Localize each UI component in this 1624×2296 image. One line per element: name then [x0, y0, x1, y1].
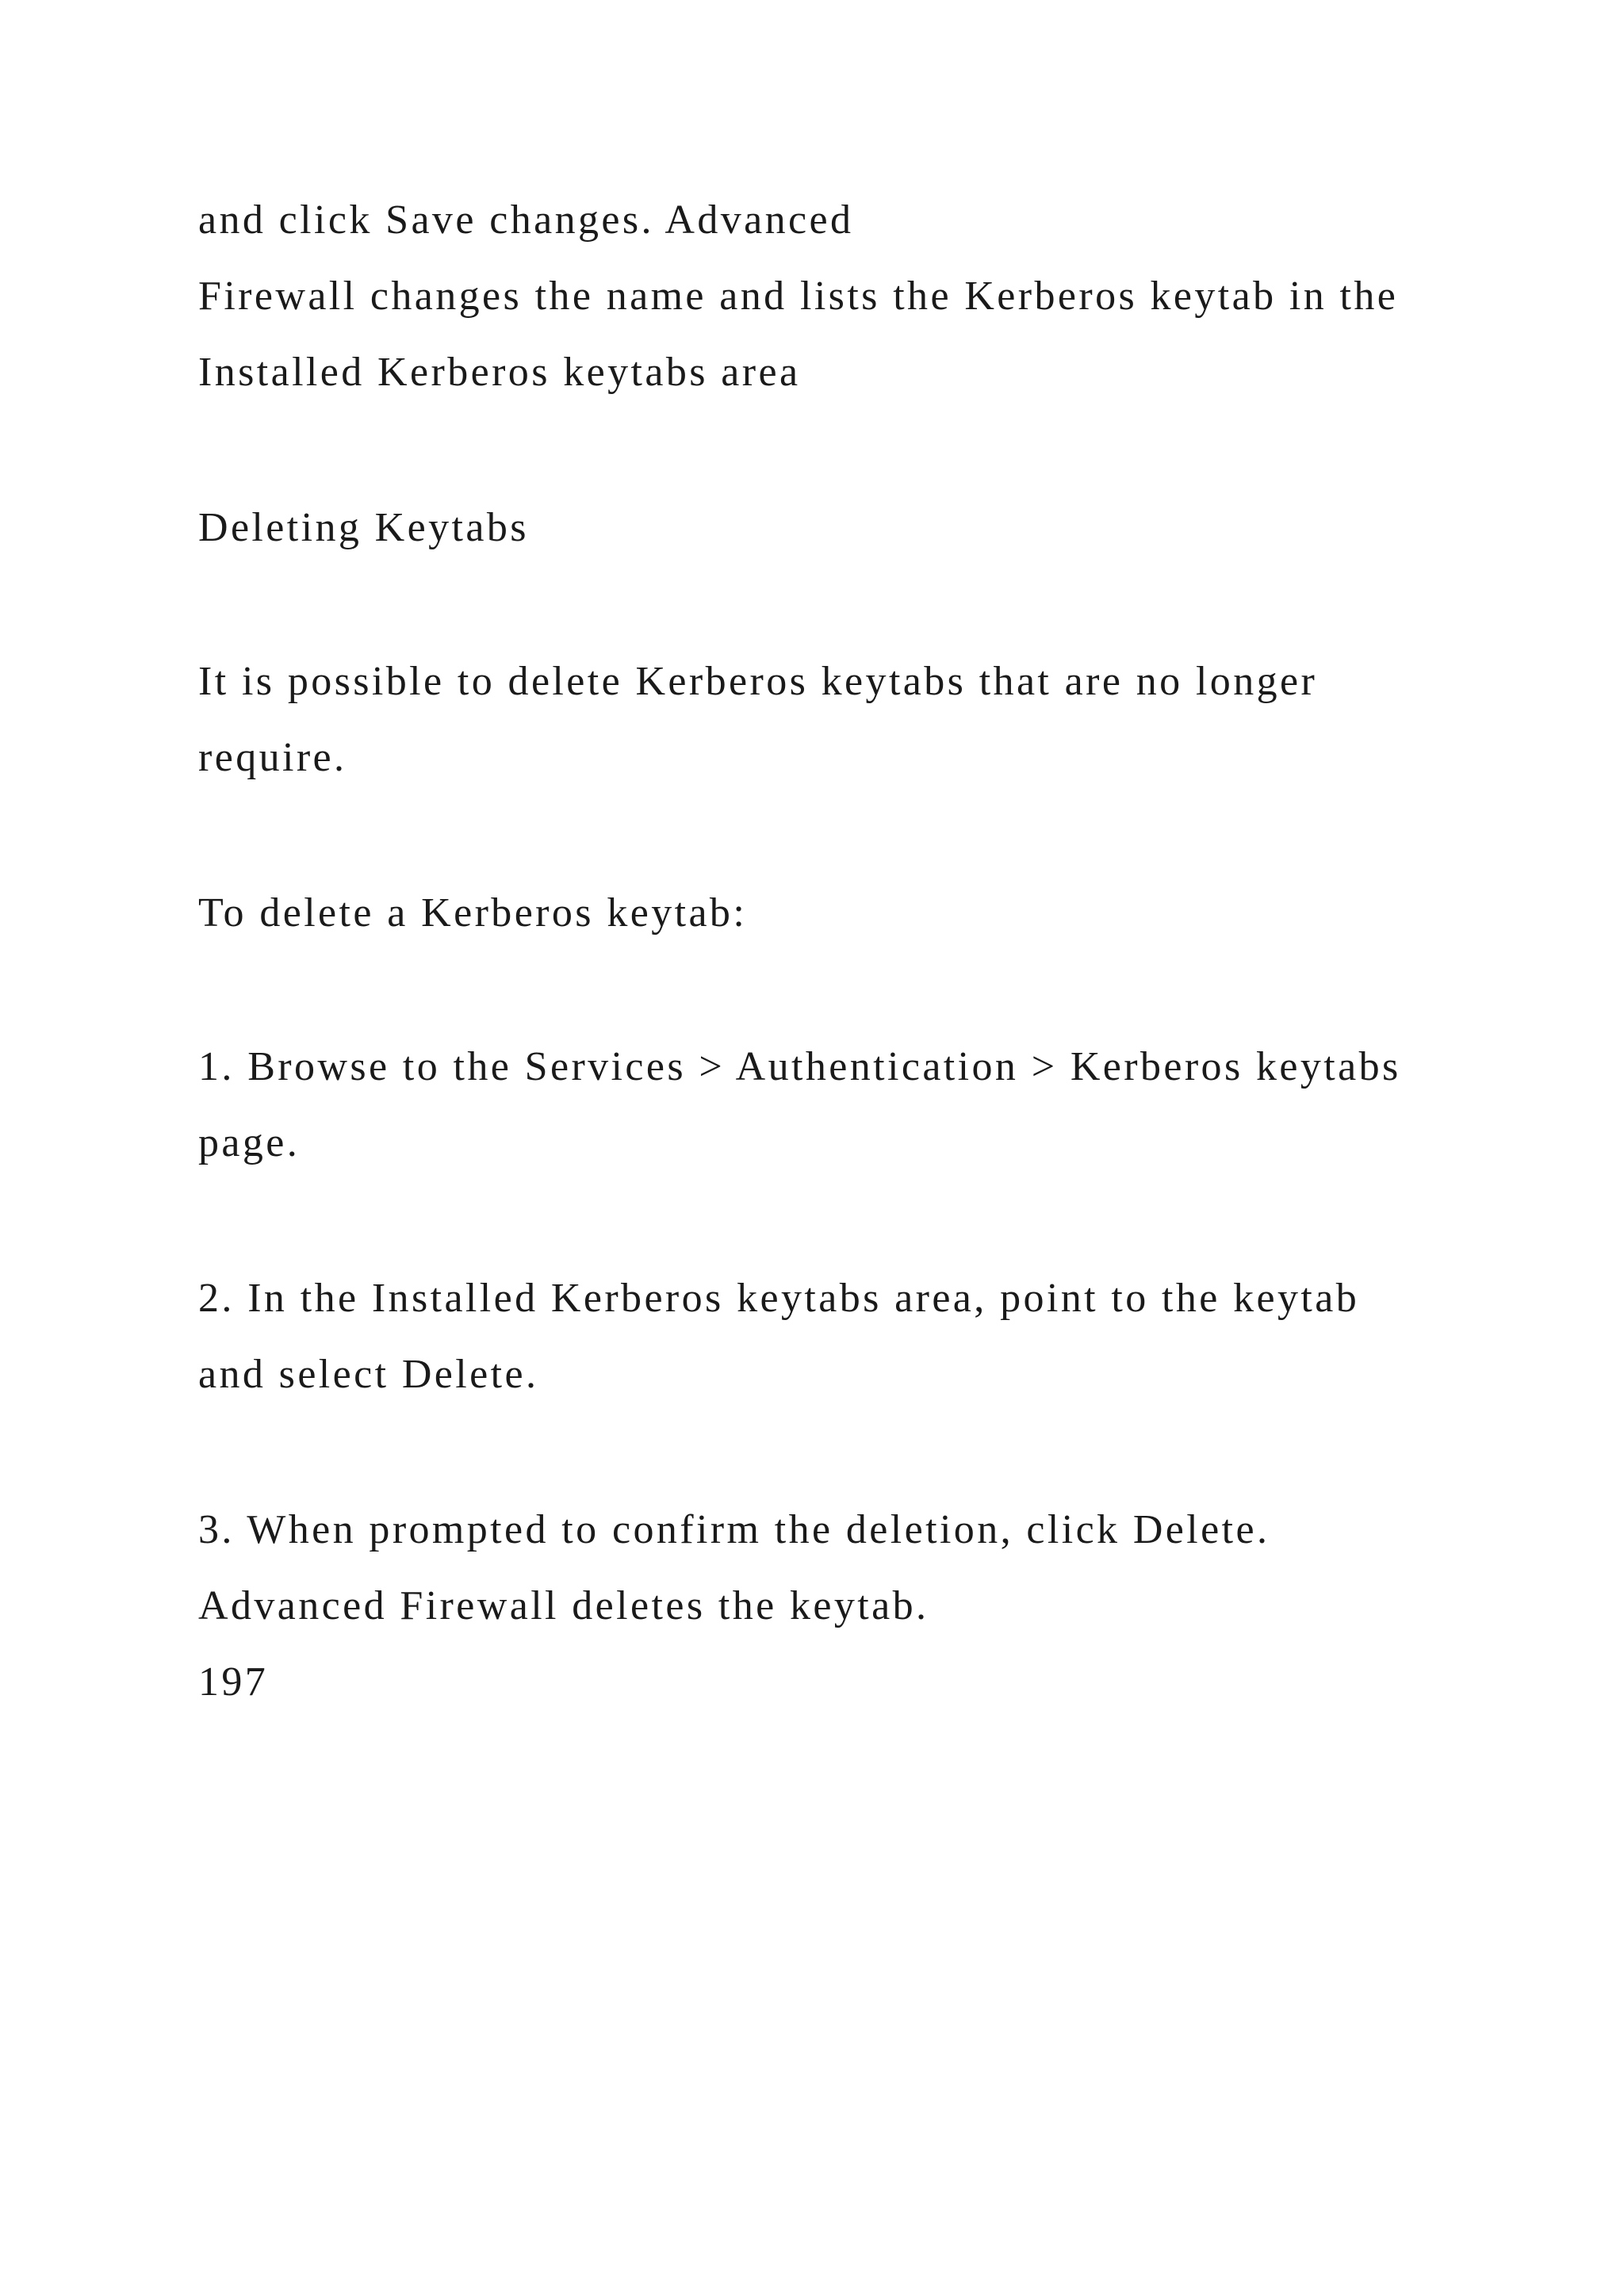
step-line: 3. When prompted to confirm the deletion, click Delete. — [198, 1507, 1270, 1552]
step-line: Advanced Firewall deletes the keytab. — [198, 1583, 929, 1628]
step-line: and select Delete. — [198, 1352, 539, 1397]
paragraph-line: and click Save changes. Advanced — [198, 197, 854, 243]
page-number: 197 — [198, 1659, 269, 1705]
paragraph-line: To delete a Kerberos keytab: — [198, 890, 748, 936]
step-line: 2. In the Installed Kerberos keytabs area, point to the keytab — [198, 1276, 1360, 1321]
paragraph-line: It is possible to delete Kerberos keytabs that are no longer — [198, 659, 1318, 704]
paragraph-line: require. — [198, 735, 347, 780]
paragraph-line: Firewall changes the name and lists the Kerberos keytab in the — [198, 274, 1399, 319]
paragraph-line: Installed Kerberos keytabs area — [198, 350, 801, 395]
step-line: 1. Browse to the Services > Authentication > Kerberos keytabs — [198, 1044, 1401, 1089]
step-line: page. — [198, 1120, 301, 1165]
section-heading: Deleting Keytabs — [198, 505, 529, 550]
